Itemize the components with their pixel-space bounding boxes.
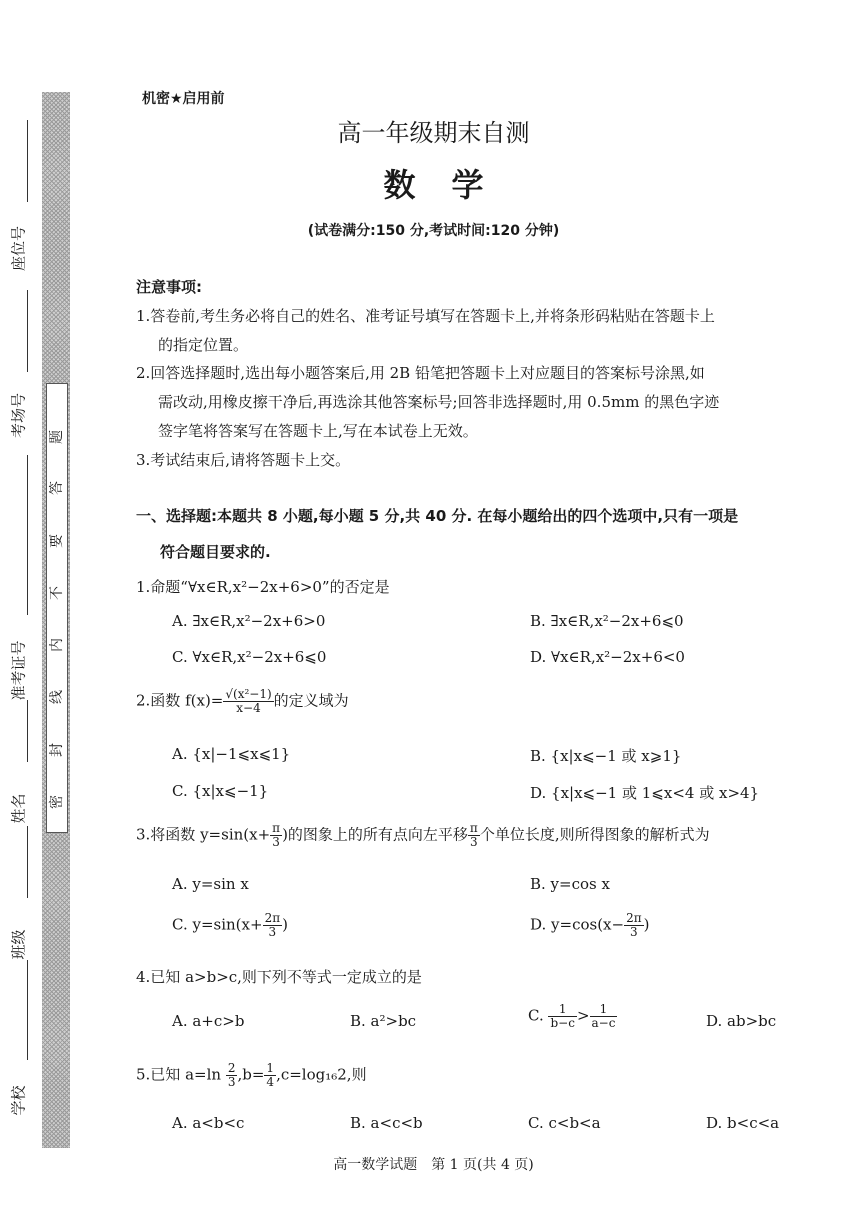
seal-box: [46, 383, 68, 833]
option-text: C.: [528, 1006, 549, 1025]
note-line: 需改动,用橡皮擦干净后,再选涂其他答案标号;回答非选择题时,用 0.5mm 的黑色字迹: [158, 393, 720, 411]
stem-text: 3.将函数 y=sin(x+: [136, 825, 271, 844]
stem-text: 5.已知 a=ln: [136, 1065, 226, 1084]
seal-char: 答: [49, 481, 65, 495]
seal-char: 内: [49, 638, 65, 652]
fraction: [270, 822, 282, 849]
question-2-option-a: A. {x|−1⩽x⩽1}: [172, 745, 291, 763]
fraction: [264, 1062, 276, 1089]
denominator: b−c: [550, 1016, 575, 1030]
numerator: 1: [590, 1003, 618, 1017]
seal-char: 题: [49, 430, 65, 444]
question-5-stem: [136, 1062, 367, 1089]
confidential-mark: 机密★启用前: [142, 91, 225, 107]
option-text: C. y=sin(x+: [172, 915, 263, 934]
question-4-option-b: B. a²>bc: [350, 1012, 417, 1030]
note-line: 3.考试结束后,请将答题卡上交。: [136, 451, 351, 469]
numerator: 1: [548, 1003, 576, 1017]
fraction: [590, 1003, 618, 1030]
question-4-option-a: A. a+c>b: [172, 1012, 245, 1030]
question-5-option-c: C. c<b<a: [528, 1114, 601, 1132]
notes-heading: 注意事项:: [136, 278, 202, 296]
stem-text: )的图象上的所有点向左平移: [282, 825, 468, 844]
field-line: [27, 455, 28, 615]
option-text: >: [576, 1006, 590, 1025]
numerator: 1: [266, 1061, 275, 1075]
seal-char: 不: [49, 586, 65, 600]
field-name: 姓名: [9, 793, 28, 824]
question-2-option-c: C. {x|x⩽−1}: [172, 782, 269, 800]
field-exam-room: 考场号: [9, 393, 28, 439]
question-1-option-d: D. ∀x∈R,x²−2x+6<0: [530, 648, 685, 666]
question-2-stem: [136, 688, 349, 715]
fraction: [223, 688, 273, 715]
numerator: 2: [227, 1061, 236, 1075]
field-class: 班级: [9, 929, 28, 960]
fraction: [624, 912, 644, 939]
question-4-option-c: [528, 1003, 617, 1030]
denominator: 4: [266, 1075, 275, 1089]
fraction: [226, 1062, 238, 1089]
option-text: ): [282, 915, 288, 934]
question-3-option-b: B. y=cos x: [530, 875, 610, 893]
fraction: [263, 912, 283, 939]
note-line: 1.答卷前,考生务必将自己的姓名、准考证号填写在答题卡上,并将条形码粘贴在答题卡上: [136, 307, 715, 325]
denominator: a−c: [591, 1016, 616, 1030]
question-1-option-a: A. ∃x∈R,x²−2x+6>0: [172, 612, 326, 630]
denominator: 3: [470, 835, 478, 849]
stem-text: ,c=log₁₆2,则: [276, 1065, 367, 1084]
question-3-stem: [136, 822, 710, 849]
numerator: √(x²−1): [225, 687, 272, 701]
question-3-option-d: [530, 912, 649, 939]
question-1-stem: 1.命题“∀x∈R,x²−2x+6>0”的否定是: [136, 578, 390, 596]
field-seat-number: 座位号: [9, 226, 28, 272]
numerator: 2π: [626, 911, 642, 925]
question-1-option-c: C. ∀x∈R,x²−2x+6⩽0: [172, 648, 327, 666]
denominator: 3: [268, 925, 277, 939]
note-line: 签字笔将答案写在答题卡上,写在本试卷上无效。: [158, 422, 478, 440]
fraction: [468, 822, 480, 849]
exam-title: 高一年级期末自测: [337, 119, 530, 147]
page-footer: 高一数学试题 第 1 页(共 4 页): [333, 1157, 534, 1173]
question-5-option-a: A. a<b<c: [172, 1114, 245, 1132]
question-4-stem: 4.已知 a>b>c,则下列不等式一定成立的是: [136, 968, 422, 986]
subject-title: 数学: [383, 166, 520, 204]
seal-char: 封: [49, 743, 65, 757]
seal-char: 密: [49, 795, 65, 809]
question-5-option-b: B. a<c<b: [350, 1114, 423, 1132]
numerator: π: [272, 821, 281, 835]
section-heading-cont: 符合题目要求的.: [160, 543, 271, 561]
denominator: x−4: [236, 701, 261, 715]
field-line: [27, 290, 28, 372]
denominator: 3: [272, 835, 280, 849]
option-text: D. y=cos(x−: [530, 915, 625, 934]
seal-char: 线: [49, 690, 65, 704]
field-line: [27, 960, 28, 1060]
fraction: [548, 1003, 576, 1030]
question-1-option-b: B. ∃x∈R,x²−2x+6⩽0: [530, 612, 684, 630]
field-school: 学校: [9, 1085, 28, 1116]
question-3-option-c: [172, 912, 288, 939]
denominator: 3: [630, 925, 638, 939]
note-line: 2.回答选择题时,选出每小题答案后,用 2B 铅笔把答题卡上对应题目的答案标号涂黑,如: [136, 364, 705, 382]
stem-text: 的定义域为: [273, 691, 349, 710]
question-2-option-b: B. {x|x⩽−1 或 x⩾1}: [530, 747, 682, 765]
denominator: 3: [227, 1075, 236, 1089]
field-admission-number: 准考证号: [9, 640, 28, 701]
stem-text: 2.函数 f(x)=: [136, 691, 224, 710]
field-line: [27, 826, 28, 898]
exam-info: (试卷满分:150 分,考试时间:120 分钟): [307, 223, 560, 239]
section-heading: 一、选择题:本题共 8 小题,每小题 5 分,共 40 分. 在每小题给出的四个选项中,只有一项是: [136, 507, 739, 525]
numerator: 2π: [264, 911, 281, 925]
stem-text: 个单位长度,则所得图象的解析式为: [479, 825, 710, 844]
field-line: [27, 700, 28, 762]
seal-char: 要: [49, 534, 65, 548]
note-line: 的指定位置。: [158, 336, 249, 354]
question-4-option-d: D. ab>bc: [706, 1012, 777, 1030]
question-2-option-d: D. {x|x⩽−1 或 1⩽x<4 或 x>4}: [530, 784, 760, 802]
question-5-option-d: D. b<c<a: [706, 1114, 780, 1132]
option-text: ): [643, 915, 650, 934]
question-3-option-a: A. y=sin x: [172, 875, 249, 893]
numerator: π: [469, 821, 478, 835]
stem-text: ,b=: [237, 1065, 265, 1084]
